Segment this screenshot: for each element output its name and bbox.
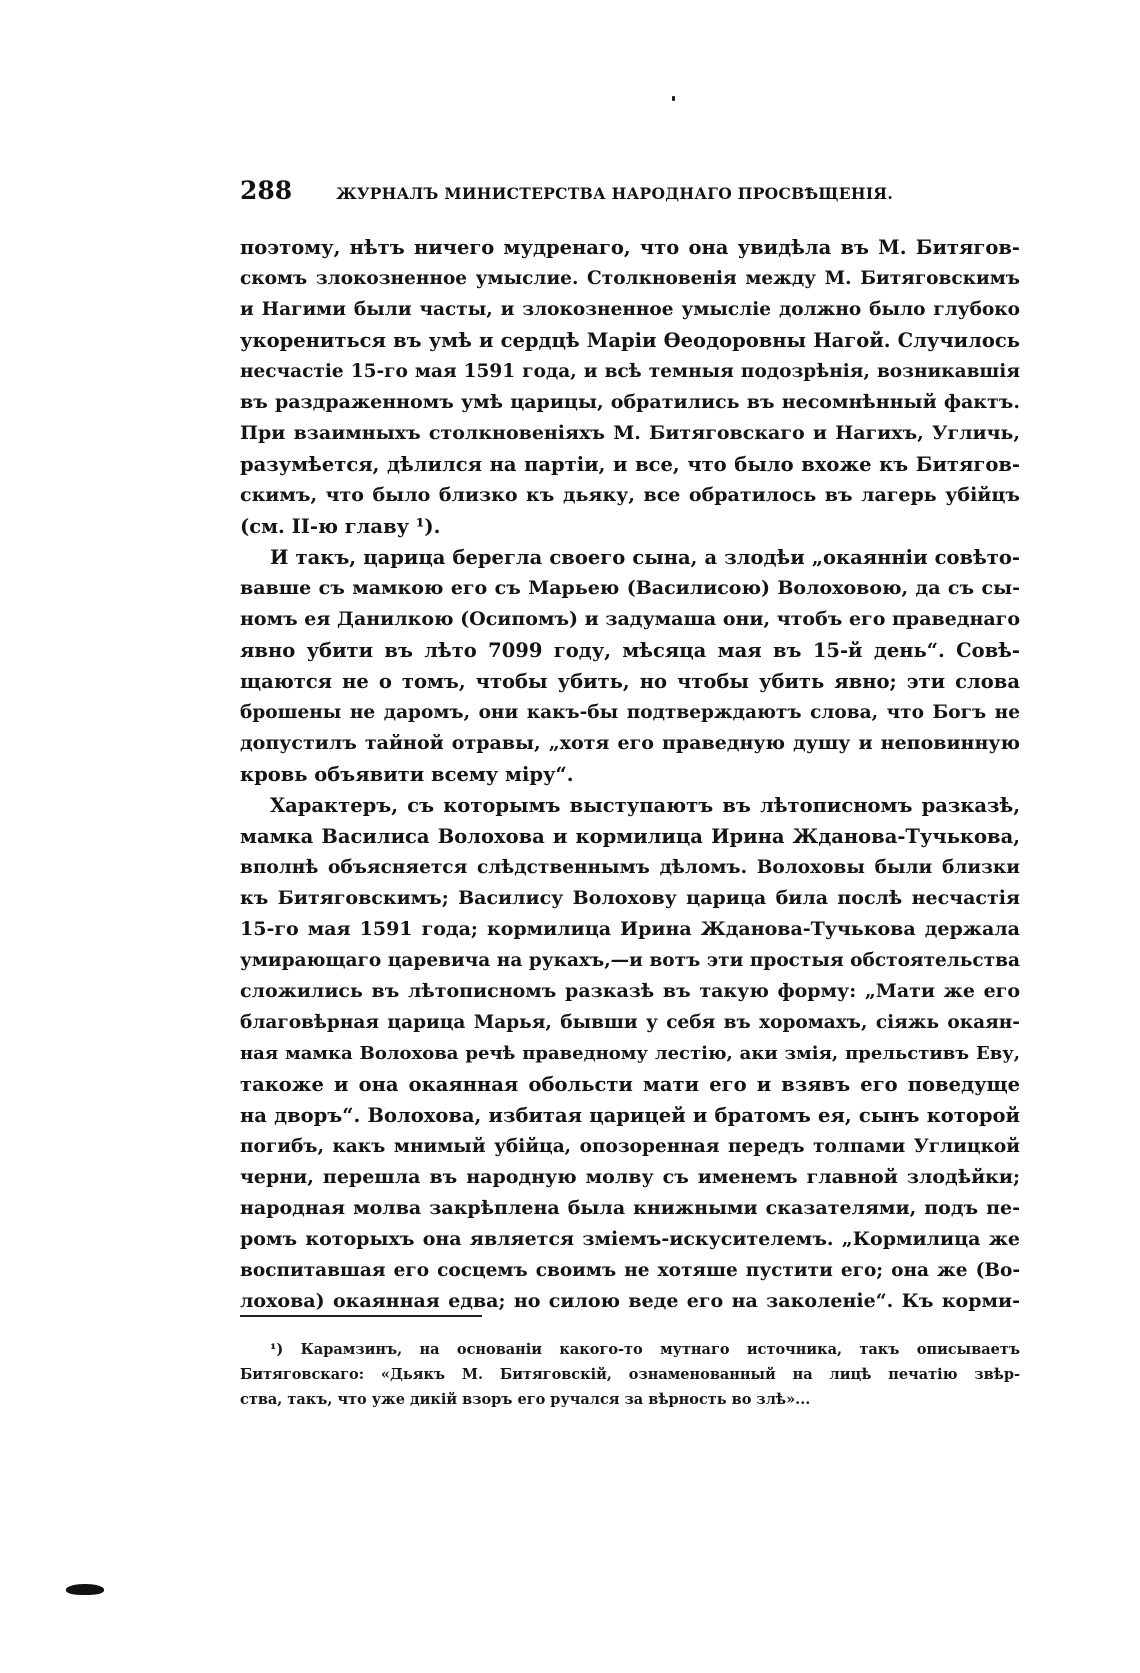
journal-title: ЖУРНАЛЪ МИНИСТЕРСТВА НАРОДНАГО ПРОСВѢЩЕНІЯ.	[336, 184, 894, 203]
text-line: сложились въ лѣтописномъ разказѣ въ такую форму: „Мати же его	[240, 980, 1020, 1002]
text-line: на дворъ“. Волохова, избитая царицей и братомъ ея, сынъ которой	[240, 1104, 1020, 1127]
text-line: кровь объявити всему міру“.	[240, 763, 574, 786]
text-line: черни, перешла въ народную молву съ именемъ главной злодѣйки;	[240, 1166, 1020, 1188]
text-line: щаются не о томъ, чтобы убить, но чтобы убить явно; эти слова	[240, 670, 1020, 693]
footnote-line: ¹) Карамзинъ, на основаніи какого-то мутнаго источника, такъ описываетъ	[270, 1341, 1020, 1358]
text-line: (см. II-ю главу ¹).	[240, 515, 441, 538]
text-line: народная молва закрѣплена была книжными сказателями, подъ пе-	[240, 1197, 1020, 1219]
text-line: къ Битяговскимъ; Василису Волохову царица била послѣ несчастія	[240, 887, 1020, 909]
footnote-line: Битяговскаго: «Дьякъ М. Битяговскій, ознаменованный на лицѣ печатію звѣр-	[240, 1366, 1020, 1383]
text-line: вавше съ мамкою его съ Марьею (Василисою) Волоховою, да съ сы-	[240, 577, 1020, 599]
footnotes	[240, 1337, 1020, 1412]
paragraph-start-line: И такъ, царица берегла своего сына, а злодѣи „окаянніи совѣто-	[270, 546, 1020, 569]
text-line: въ раздраженномъ умѣ царицы, обратились въ несомнѣнный фактъ.	[240, 391, 1020, 413]
text-line: умирающаго царевича на рукахъ,—и вотъ эти простыя обстоятельства	[240, 950, 1020, 971]
text-line: ная мамка Волохова речѣ праведному лестію, аки змія, прельстивъ Еву,	[240, 1043, 1020, 1064]
text-line: укорениться въ умѣ и сердцѣ Маріи Өеодоровны Нагой. Случилось	[240, 329, 1020, 352]
footnote-line: ства, такъ, что уже дикій взоръ его ручался за вѣрность во злѣ»...	[240, 1391, 811, 1408]
print-speck	[672, 96, 675, 101]
text-line: При взаимныхъ столкновеніяхъ М. Битяговскаго и Нагихъ, Угличь,	[240, 422, 1020, 444]
text-line: и Нагими были часты, и злокозненное умысліе должно было глубоко	[240, 299, 1020, 320]
text-line: скомъ злокозненное умыслие. Столкновенія между М. Битяговскимъ	[240, 268, 1020, 289]
text-line: благовѣрная царица Марья, бывши у себя въ хоромахъ, сіяжь окаян-	[240, 1012, 1020, 1033]
footnote-divider	[240, 1315, 482, 1317]
text-line: номъ ея Данилкою (Осипомъ) и задумаша они, чтобъ его праведнаго	[240, 608, 1020, 630]
text-line: разумѣется, дѣлился на партіи, и все, что было вхоже къ Битягов-	[240, 453, 1020, 476]
text-line: ромъ которыхъ она является зміемъ-искусителемъ. „Кормилица же	[240, 1228, 1020, 1250]
ink-blot	[66, 1584, 104, 1595]
text-line: скимъ, что было близко къ дьяку, все обратилось въ лагерь убійцъ	[240, 484, 1020, 506]
text-line: лохова) окаянная едва; но силою веде его на заколеніе“. Къ корми-	[240, 1290, 1020, 1312]
text-line: воспитавшая его сосцемъ своимъ не хотяше пустити его; она же (Во-	[240, 1260, 1020, 1281]
text-line: вполнѣ объясняется слѣдственнымъ дѣломъ. Волоховы были близки	[240, 857, 1020, 878]
text-line: погибъ, какъ мнимый убійца, опозоренная передъ толпами Углицкой	[240, 1136, 1020, 1157]
text-line: такоже и она окаянная обольсти мати его и взявъ его поведуще	[240, 1073, 1020, 1096]
page-number: 288	[240, 176, 293, 205]
text-line: явно убити въ лѣто 7099 году, мѣсяца мая въ 15-й день“. Совѣ-	[240, 639, 1020, 662]
text-line: 15-го мая 1591 года; кормилица Ирина Жданова-Тучькова держала	[240, 918, 1020, 940]
text-line: допустилъ тайной отравы, „хотя его праведную душу и неповинную	[240, 732, 1020, 754]
running-head	[240, 176, 1030, 216]
text-line: несчастіе 15-го мая 1591 года, и всѣ темныя подозрѣнія, возникавшія	[240, 361, 1020, 382]
paragraph-start-line: Характеръ, съ которымъ выступаютъ въ лѣтописномъ разказѣ,	[270, 794, 1020, 817]
body-text	[240, 232, 1020, 1317]
text-line: мамка Василиса Волохова и кормилица Ирина Жданова-Тучькова,	[240, 825, 1020, 848]
text-line: брошены не даромъ, они какъ-бы подтверждаютъ слова, что Богъ не	[240, 702, 1020, 723]
text-line: поэтому, нѣтъ ничего мудренаго, что она увидѣла въ М. Битягов-	[240, 236, 1020, 259]
